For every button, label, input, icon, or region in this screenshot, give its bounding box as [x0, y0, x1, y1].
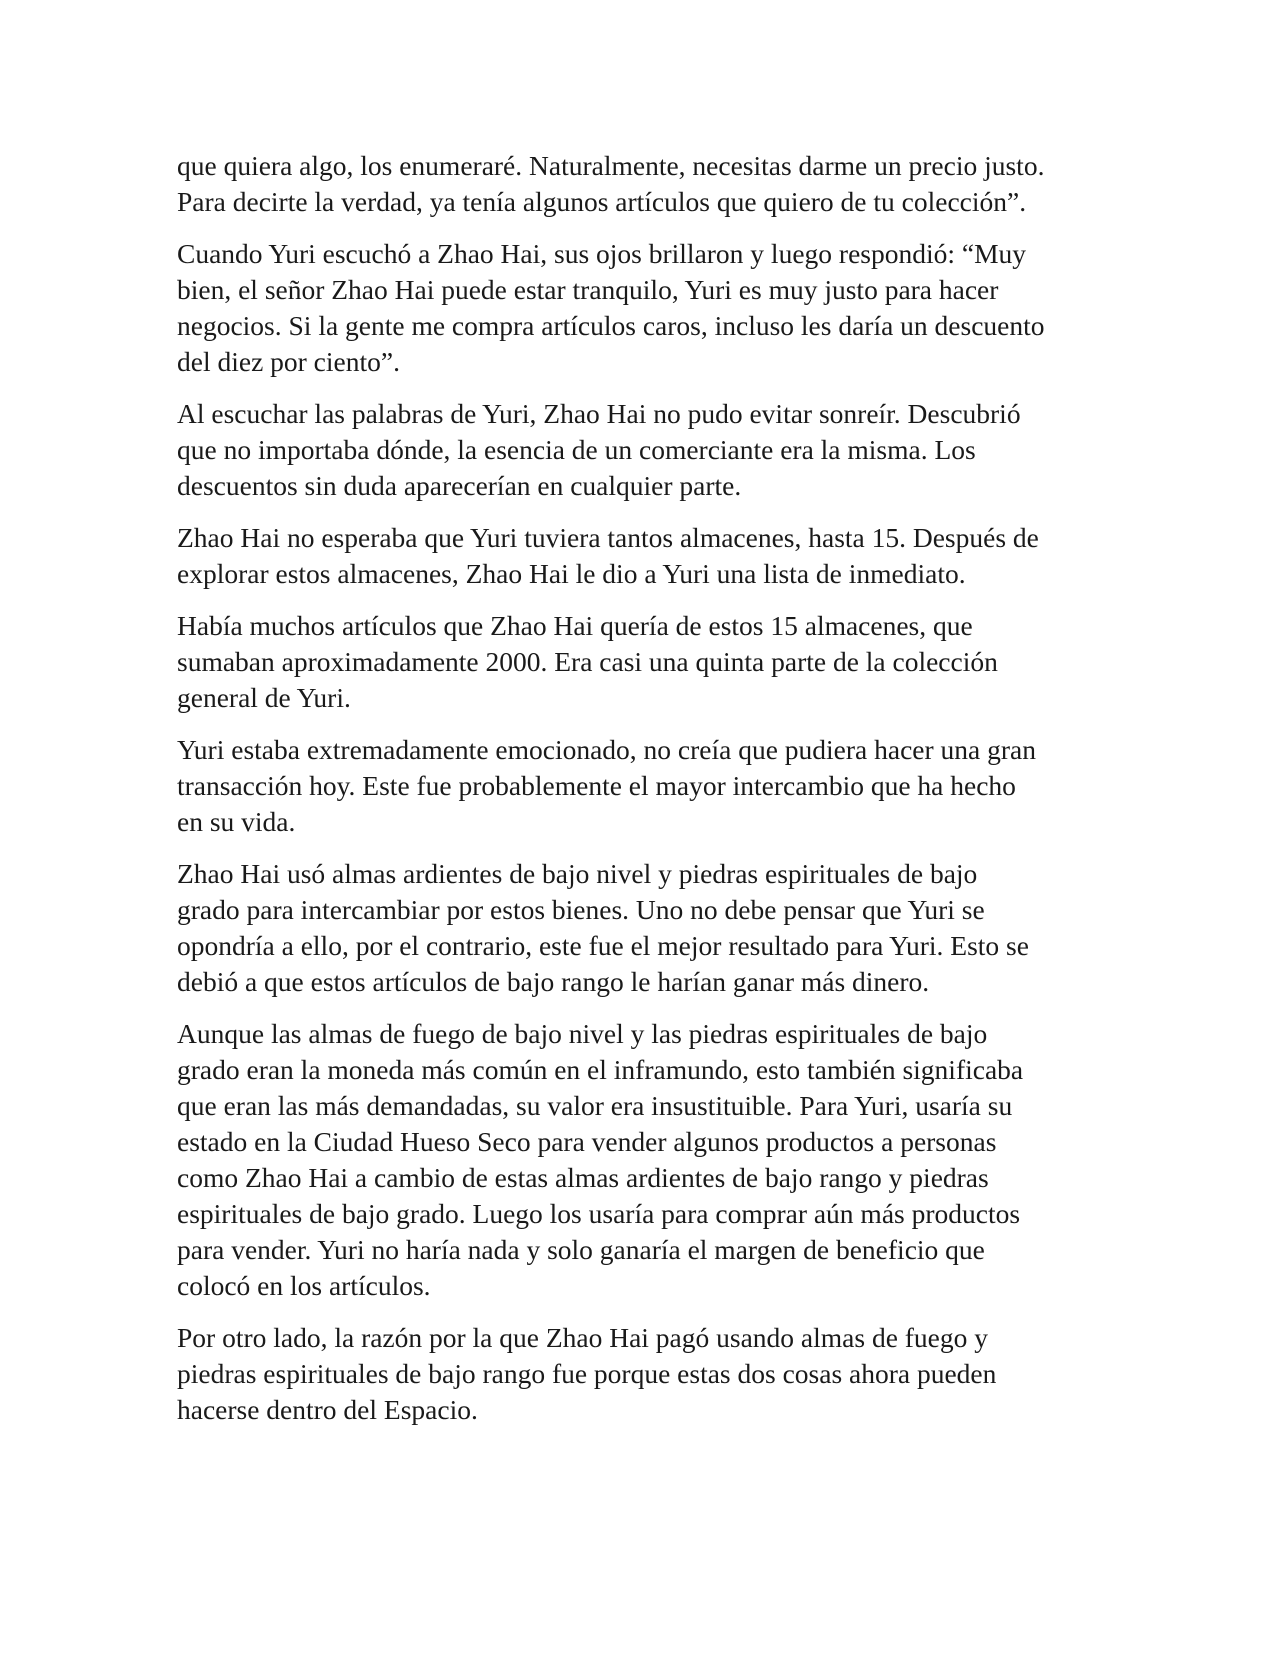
- paragraph: Por otro lado, la razón por la que Zhao Hai pagó usando almas de fuego y piedras espirituales de bajo rango fue porque estas dos cosas ahora pueden hacerse dentro del Espacio.: [177, 1322, 997, 1425]
- paragraph: Había muchos artículos que Zhao Hai quería de estos 15 almacenes, que sumaban aproximadamente 2000. Era casi una quinta parte de la colección general de Yuri.: [177, 610, 998, 713]
- paragraph: Yuri estaba extremadamente emocionado, no creía que pudiera hacer una gran transacción hoy. Este fue probablemente el mayor intercambio que ha hecho en su vida.: [177, 734, 1036, 837]
- paragraph: Al escuchar las palabras de Yuri, Zhao Hai no pudo evitar sonreír. Descubrió que no importaba dónde, la esencia de un comerciante era la misma. Los descuentos sin duda aparecerían en cualquier parte.: [177, 398, 1021, 501]
- paragraph: Aunque las almas de fuego de bajo nivel y las piedras espirituales de bajo grado eran la moneda más común en el inframundo, esto también significaba que eran las más demandadas, su valor era insustituible. Para Yuri, usaría su estado en la Ciudad Hueso Seco para vender algunos productos a personas como Zhao Hai a cambio de estas almas ardientes de bajo rango y piedras espirituales de bajo grado. Luego los usaría para comprar aún más productos para vender. Yuri no haría nada y solo ganaría el margen de beneficio que colocó en los artículos.: [177, 1018, 1024, 1301]
- paragraph: Cuando Yuri escuchó a Zhao Hai, sus ojos brillaron y luego respondió: “Muy bien, el señor Zhao Hai puede estar tranquilo, Yuri es muy justo para hacer negocios. Si la gente me compra artículos caros, incluso les daría un descuento del diez por ciento”.: [177, 238, 1045, 377]
- paragraph: Zhao Hai no esperaba que Yuri tuviera tantos almacenes, hasta 15. Después de explorar estos almacenes, Zhao Hai le dio a Yuri una lista de inmediato.: [177, 522, 1039, 589]
- paragraph: Zhao Hai usó almas ardientes de bajo nivel y piedras espirituales de bajo grado para intercambiar por estos bienes. Uno no debe pensar que Yuri se opondría a ello, por el contrario, este fue el mejor resultado para Yuri. Esto se debió a que estos artículos de bajo rango le harían ganar más dinero.: [177, 858, 1029, 997]
- paragraph: que quiera algo, los enumeraré. Naturalmente, necesitas darme un precio justo. Para decirte la verdad, ya tenía algunos artículos que quiero de tu colección”.: [177, 150, 1045, 217]
- body-text: [177, 148, 1112, 1444]
